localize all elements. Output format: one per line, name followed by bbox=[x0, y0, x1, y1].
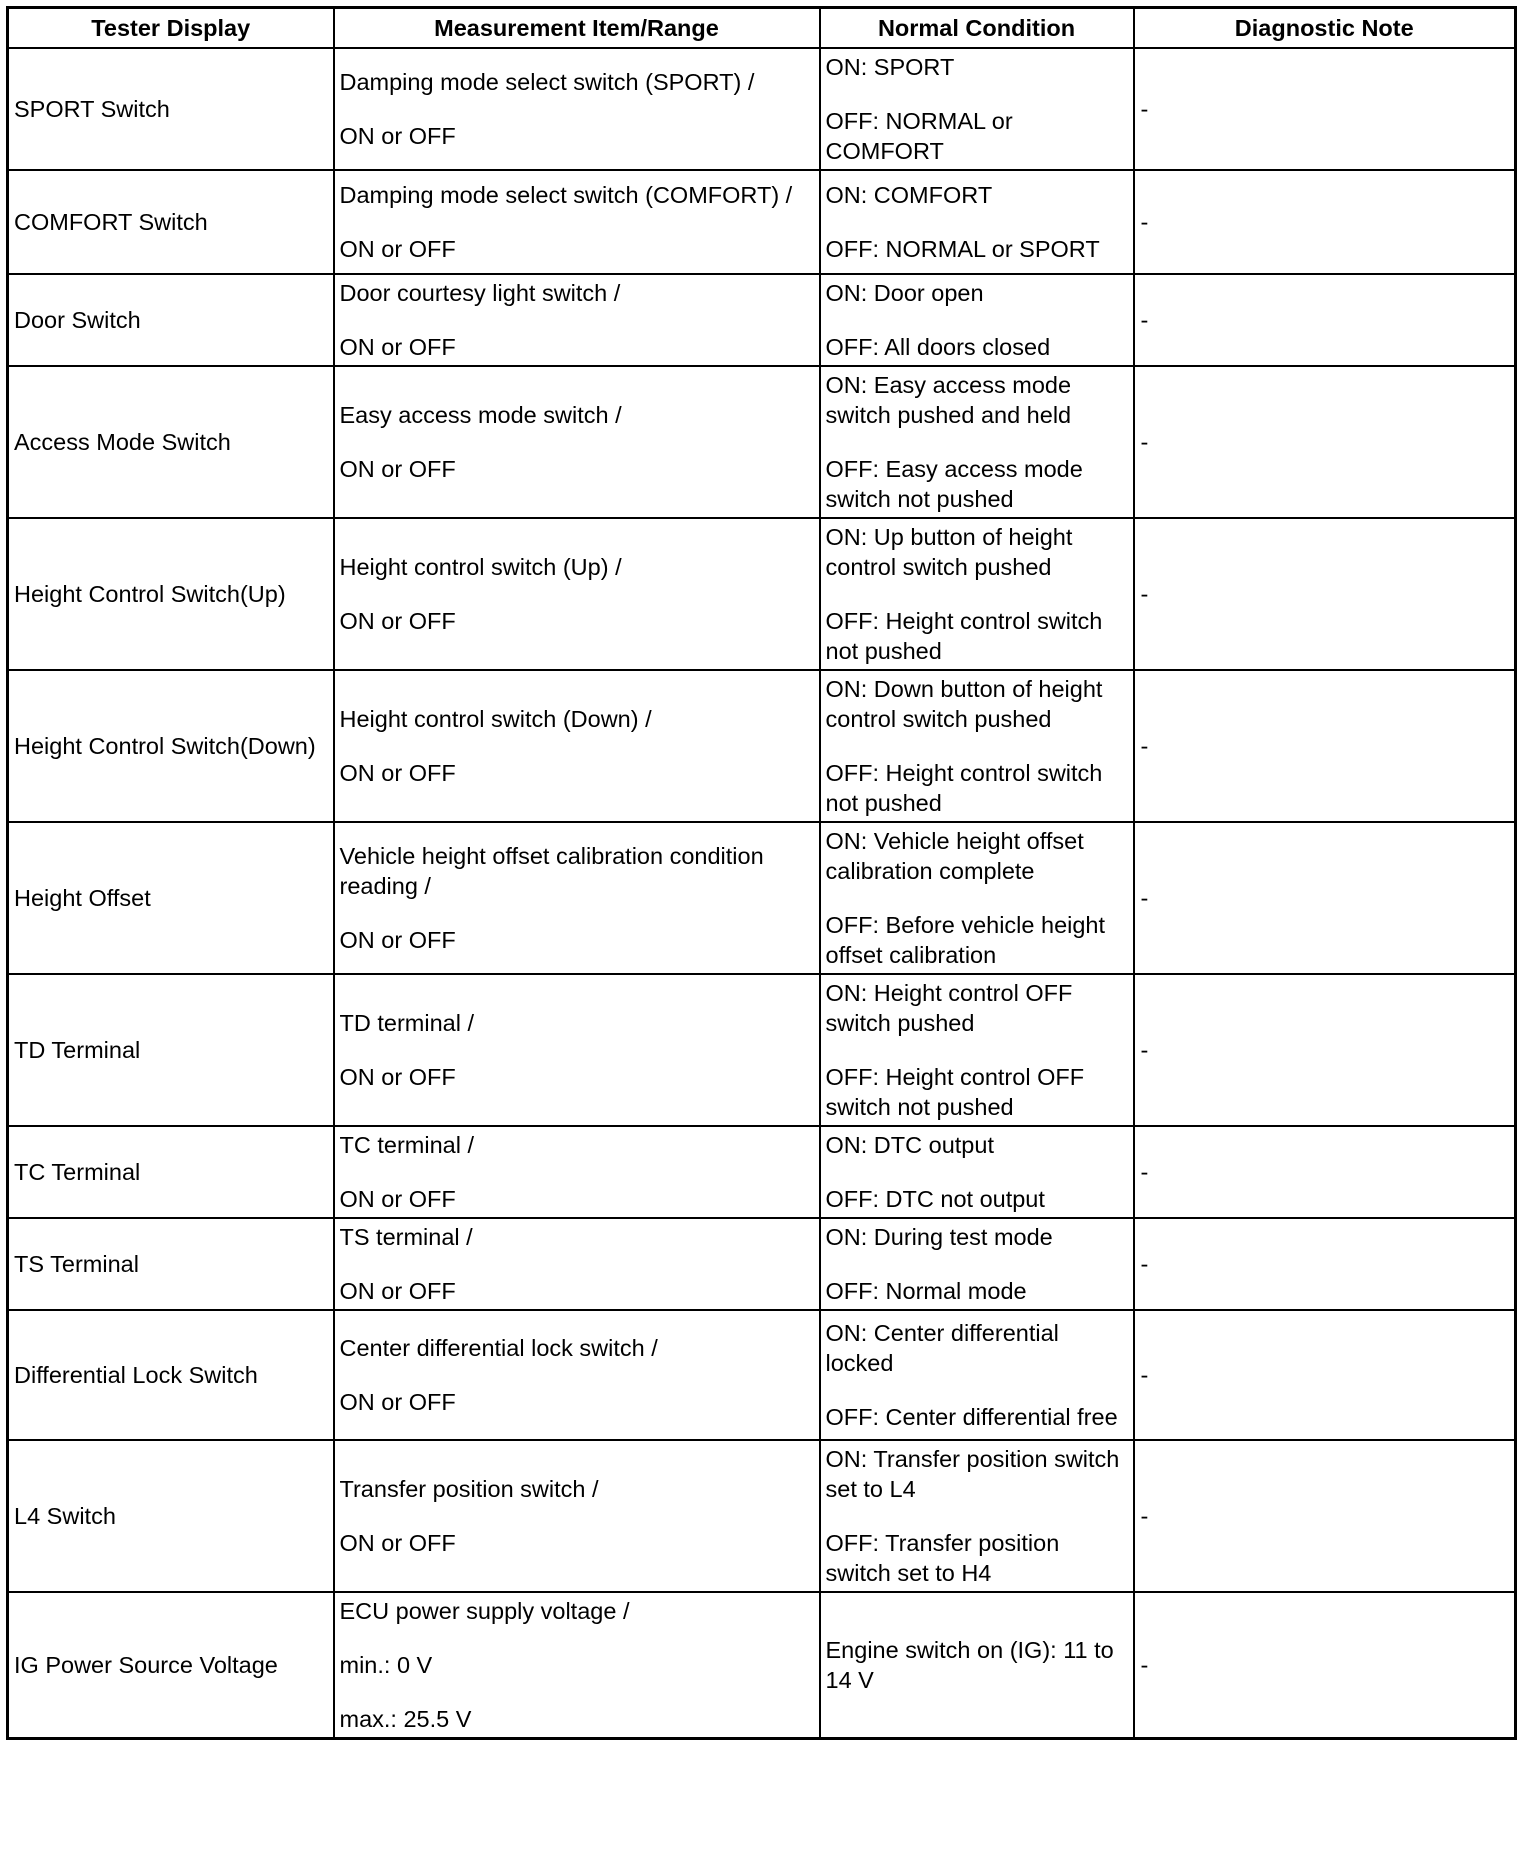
measurement-line: Damping mode select switch (SPORT) / bbox=[339, 69, 755, 95]
normal-condition-cell bbox=[820, 518, 1134, 670]
tester-display-cell: Door Switch bbox=[8, 274, 334, 366]
measurement-cell bbox=[334, 1440, 820, 1592]
condition-line: OFF: Height control OFF switch not pushed bbox=[825, 1064, 1085, 1120]
measurement-line: ON or OFF bbox=[339, 456, 456, 482]
condition-line: ON: Easy access mode switch pushed and held bbox=[825, 372, 1072, 428]
tester-display-cell: IG Power Source Voltage bbox=[8, 1592, 334, 1739]
tester-display-cell: Height Control Switch(Up) bbox=[8, 518, 334, 670]
measurement-cell bbox=[334, 1310, 820, 1440]
measurement-line: TS terminal / bbox=[339, 1224, 473, 1250]
measurement-line: Damping mode select switch (COMFORT) / bbox=[339, 182, 793, 208]
measurement-line: Height control switch (Down) / bbox=[339, 706, 652, 732]
diagnostic-note-cell: - bbox=[1134, 170, 1516, 274]
table-row bbox=[8, 518, 1516, 670]
measurement-line: Transfer position switch / bbox=[339, 1476, 599, 1502]
measurement-line: Door courtesy light switch / bbox=[339, 280, 621, 306]
condition-line: OFF: Normal mode bbox=[825, 1278, 1027, 1304]
diagnostic-note-cell: - bbox=[1134, 1310, 1516, 1440]
tester-display-cell: SPORT Switch bbox=[8, 48, 334, 170]
tester-display-cell: Differential Lock Switch bbox=[8, 1310, 334, 1440]
diagnostic-note-cell: - bbox=[1134, 48, 1516, 170]
table-row bbox=[8, 670, 1516, 822]
table-row bbox=[8, 1592, 1516, 1739]
measurement-line: ECU power supply voltage / bbox=[339, 1598, 630, 1624]
condition-line: OFF: NORMAL or SPORT bbox=[825, 236, 1100, 262]
diagnostic-note-cell: - bbox=[1134, 1218, 1516, 1310]
tester-display-cell: COMFORT Switch bbox=[8, 170, 334, 274]
diagnostic-note-cell: - bbox=[1134, 518, 1516, 670]
measurement-cell bbox=[334, 170, 820, 274]
measurement-line: ON or OFF bbox=[339, 760, 456, 786]
measurement-cell bbox=[334, 1218, 820, 1310]
normal-condition-cell bbox=[820, 170, 1134, 274]
condition-line: OFF: Center differential free bbox=[825, 1404, 1118, 1430]
header-measurement-item: Measurement Item/Range bbox=[334, 8, 820, 49]
measurement-line: Vehicle height offset calibration condition reading / bbox=[339, 843, 764, 899]
measurement-line: Height control switch (Up) / bbox=[339, 554, 622, 580]
condition-line: OFF: Before vehicle height offset calibration bbox=[825, 912, 1106, 968]
condition-line: ON: Transfer position switch set to L4 bbox=[825, 1446, 1120, 1502]
normal-condition-cell bbox=[820, 1440, 1134, 1592]
tester-display-cell: Height Offset bbox=[8, 822, 334, 974]
measurement-line: max.: 25.5 V bbox=[339, 1706, 472, 1732]
diagnostic-note-cell: - bbox=[1134, 1126, 1516, 1218]
normal-condition-cell bbox=[820, 974, 1134, 1126]
condition-line: Engine switch on (IG): 11 to 14 V bbox=[825, 1637, 1114, 1693]
condition-line: ON: Height control OFF switch pushed bbox=[825, 980, 1073, 1036]
table-row bbox=[8, 366, 1516, 518]
table-row bbox=[8, 48, 1516, 170]
table-row bbox=[8, 822, 1516, 974]
measurement-cell bbox=[334, 974, 820, 1126]
tester-display-cell: TC Terminal bbox=[8, 1126, 334, 1218]
measurement-line: ON or OFF bbox=[339, 1278, 456, 1304]
table-row bbox=[8, 974, 1516, 1126]
diagnostic-note-cell: - bbox=[1134, 822, 1516, 974]
tester-display-cell: TD Terminal bbox=[8, 974, 334, 1126]
measurement-line: Easy access mode switch / bbox=[339, 402, 622, 428]
measurement-line: ON or OFF bbox=[339, 1530, 456, 1556]
header-normal-condition: Normal Condition bbox=[820, 8, 1134, 49]
normal-condition-cell bbox=[820, 1126, 1134, 1218]
tester-display-cell: TS Terminal bbox=[8, 1218, 334, 1310]
table-body bbox=[8, 48, 1516, 1739]
tester-display-cell: Height Control Switch(Down) bbox=[8, 670, 334, 822]
condition-line: OFF: NORMAL or COMFORT bbox=[825, 108, 1013, 164]
measurement-cell bbox=[334, 1592, 820, 1739]
normal-condition-cell bbox=[820, 1218, 1134, 1310]
condition-line: ON: Up button of height control switch pushed bbox=[825, 524, 1073, 580]
condition-line: OFF: Height control switch not pushed bbox=[825, 760, 1103, 816]
measurement-cell bbox=[334, 518, 820, 670]
condition-line: ON: Center differential locked bbox=[825, 1320, 1059, 1376]
condition-line: OFF: Easy access mode switch not pushed bbox=[825, 456, 1083, 512]
measurement-cell bbox=[334, 274, 820, 366]
diagnostic-note-cell: - bbox=[1134, 670, 1516, 822]
measurement-line: ON or OFF bbox=[339, 1389, 456, 1415]
condition-line: ON: COMFORT bbox=[825, 182, 993, 208]
condition-line: ON: Vehicle height offset calibration complete bbox=[825, 828, 1084, 884]
measurement-line: ON or OFF bbox=[339, 123, 456, 149]
normal-condition-cell bbox=[820, 48, 1134, 170]
measurement-line: min.: 0 V bbox=[339, 1652, 433, 1678]
measurement-line: ON or OFF bbox=[339, 334, 456, 360]
measurement-line: Center differential lock switch / bbox=[339, 1335, 658, 1361]
condition-line: ON: Down button of height control switch pushed bbox=[825, 676, 1103, 732]
table-row bbox=[8, 274, 1516, 366]
measurement-cell bbox=[334, 48, 820, 170]
diagnostic-note-cell: - bbox=[1134, 1592, 1516, 1739]
table-row bbox=[8, 1440, 1516, 1592]
table-row bbox=[8, 1126, 1516, 1218]
diagnostic-note-cell: - bbox=[1134, 1440, 1516, 1592]
condition-line: OFF: DTC not output bbox=[825, 1186, 1045, 1212]
normal-condition-cell bbox=[820, 1310, 1134, 1440]
condition-line: OFF: All doors closed bbox=[825, 334, 1051, 360]
condition-line: OFF: Height control switch not pushed bbox=[825, 608, 1103, 664]
measurement-cell bbox=[334, 366, 820, 518]
normal-condition-cell bbox=[820, 822, 1134, 974]
condition-line: ON: SPORT bbox=[825, 54, 955, 80]
measurement-line: ON or OFF bbox=[339, 1064, 456, 1090]
data-list-table bbox=[6, 6, 1517, 1740]
normal-condition-cell bbox=[820, 274, 1134, 366]
measurement-line: ON or OFF bbox=[339, 236, 456, 262]
normal-condition-cell bbox=[820, 366, 1134, 518]
measurement-line: TD terminal / bbox=[339, 1010, 474, 1036]
table-row bbox=[8, 1310, 1516, 1440]
measurement-line: ON or OFF bbox=[339, 1186, 456, 1212]
table-row bbox=[8, 170, 1516, 274]
diagnostic-note-cell: - bbox=[1134, 274, 1516, 366]
diagnostic-note-cell: - bbox=[1134, 974, 1516, 1126]
diagnostic-note-cell: - bbox=[1134, 366, 1516, 518]
measurement-line: TC terminal / bbox=[339, 1132, 474, 1158]
data-list-table-container bbox=[6, 6, 1514, 1740]
measurement-line: ON or OFF bbox=[339, 608, 456, 634]
condition-line: ON: DTC output bbox=[825, 1132, 994, 1158]
condition-line: ON: During test mode bbox=[825, 1224, 1053, 1250]
condition-line: OFF: Transfer position switch set to H4 bbox=[825, 1530, 1060, 1586]
table-header-row bbox=[8, 8, 1516, 49]
tester-display-cell: L4 Switch bbox=[8, 1440, 334, 1592]
measurement-cell bbox=[334, 822, 820, 974]
header-diagnostic-note: Diagnostic Note bbox=[1134, 8, 1516, 49]
header-tester-display: Tester Display bbox=[8, 8, 334, 49]
table-row bbox=[8, 1218, 1516, 1310]
tester-display-cell: Access Mode Switch bbox=[8, 366, 334, 518]
measurement-line: ON or OFF bbox=[339, 927, 456, 953]
measurement-cell bbox=[334, 670, 820, 822]
condition-line: ON: Door open bbox=[825, 280, 984, 306]
measurement-cell bbox=[334, 1126, 820, 1218]
normal-condition-cell bbox=[820, 670, 1134, 822]
normal-condition-cell bbox=[820, 1592, 1134, 1739]
